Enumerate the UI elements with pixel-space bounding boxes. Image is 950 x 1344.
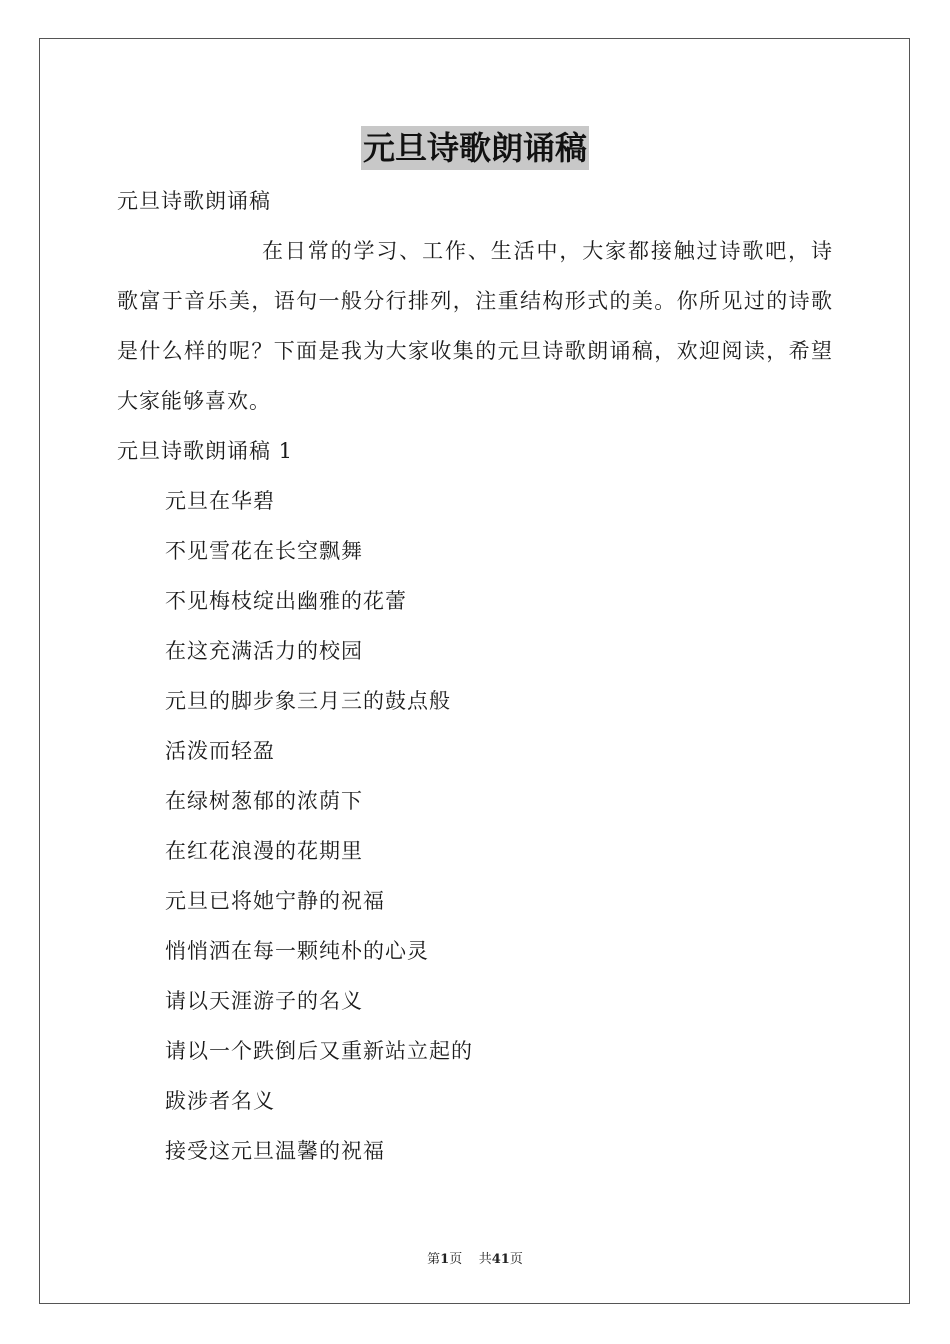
poem-line: 接受这元旦温馨的祝福 [165, 1139, 385, 1163]
footer-page-number: 1 [440, 1252, 450, 1267]
poem-line: 在这充满活力的校园 [165, 639, 363, 663]
footer-total-prefix: 共 [478, 1252, 492, 1267]
section-heading: 元旦诗歌朗诵稿 1 [117, 439, 294, 463]
intro-paragraph: 在日常的学习、工作、生活中，大家都接触过诗歌吧，诗歌富于音乐美，语句一般分行排列，注重结构形式的美。你所见过的诗歌是什么样的呢？下面是我为大家收集的元旦诗歌朗诵稿，欢迎阅读，希望大家能够喜欢。 [117, 239, 833, 413]
document-subtitle: 元旦诗歌朗诵稿 [117, 189, 271, 213]
poem-line: 请以一个跌倒后又重新站立起的 [165, 1039, 473, 1063]
footer-page-prefix: 第 [427, 1252, 441, 1267]
poem-line: 悄悄洒在每一颗纯朴的心灵 [165, 939, 429, 963]
poem-line: 请以天涯游子的名义 [165, 989, 363, 1013]
footer-page-suffix: 页 [449, 1252, 463, 1267]
poem-line: 元旦已将她宁静的祝福 [165, 889, 385, 913]
title-wrap [0, 126, 950, 170]
document-title: 元旦诗歌朗诵稿 [361, 126, 589, 170]
page-footer [0, 1248, 950, 1267]
poem-line: 元旦在华碧 [165, 489, 275, 513]
poem-line: 在绿树葱郁的浓荫下 [165, 789, 363, 813]
poem-line: 元旦的脚步象三月三的鼓点般 [165, 689, 451, 713]
poem-line: 在红花浪漫的花期里 [165, 839, 363, 863]
document-body [117, 176, 833, 1176]
poem-line: 不见梅枝绽出幽雅的花蕾 [165, 589, 407, 613]
poem-line: 活泼而轻盈 [165, 739, 275, 763]
footer-total-suffix: 页 [509, 1252, 523, 1267]
footer-total-pages: 41 [491, 1252, 510, 1267]
poem [117, 476, 833, 1176]
poem-line: 跋涉者名义 [165, 1089, 275, 1113]
poem-line: 不见雪花在长空飘舞 [165, 539, 363, 563]
